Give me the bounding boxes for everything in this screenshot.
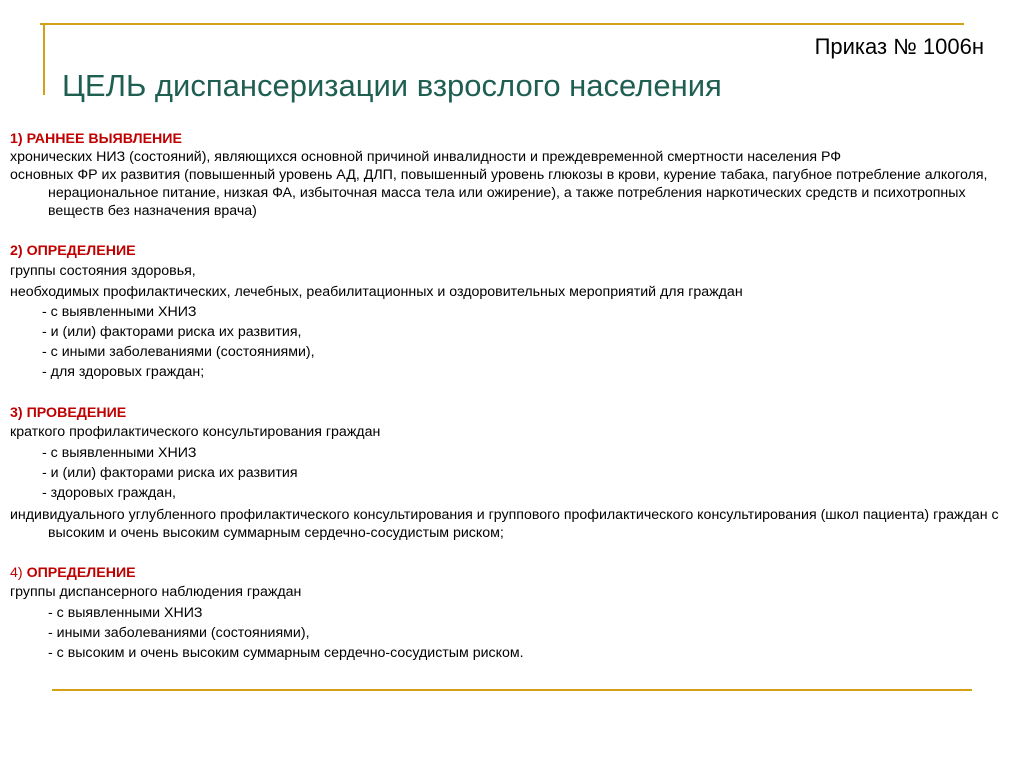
section-4-line-1: группы диспансерного наблюдения граждан (10, 584, 302, 600)
section-3-subitem: - здоровых граждан, (42, 485, 176, 501)
slide-title: ЦЕЛЬ диспансеризации взрослого населения (62, 68, 722, 103)
section-3-subitem: - и (или) факторами риска их развития (42, 465, 298, 481)
section-3-line-1: краткого профилактического консультирования граждан (10, 424, 381, 440)
section-1-line-1: хронических НИЗ (состояний), являющихся основной причиной инвалидности и преждевременной смертности населения РФ (10, 149, 842, 165)
frame-left-line (43, 23, 45, 95)
section-4-subitem: - с высоким и очень высоким суммарным сердечно-сосудистым риском. (48, 645, 524, 661)
section-2-subitem: - с выявленными ХНИЗ (42, 304, 197, 320)
section-1-heading: 1) РАННЕЕ ВЫЯВЛЕНИЕ (10, 131, 182, 147)
section-2-subitem: - с иными заболеваниями (состояниями), (42, 344, 315, 360)
section-2-heading: 2) ОПРЕДЕЛЕНИЕ (10, 243, 136, 259)
content (10, 130, 1014, 663)
frame-top-line (40, 23, 964, 25)
order-number: Приказ № 1006н (814, 34, 984, 59)
section-2-subitem: - и (или) факторами риска их развития, (42, 324, 302, 340)
section-3-tail: индивидуального углубленного профилактического консультирования и группового профилактического консультирования (школ пациента) граждан с высоким и очень высоким суммарным сердечно-сосудистым риском; (10, 507, 999, 541)
section-3-subitem: - с выявленными ХНИЗ (42, 445, 197, 461)
section-3-heading: 3) ПРОВЕДЕНИЕ (10, 405, 127, 421)
section-4-subitem: - иными заболеваниями (состояниями), (48, 625, 310, 641)
section-4-subitem: - с выявленными ХНИЗ (48, 605, 203, 621)
section-2-subitem: - для здоровых граждан; (42, 364, 205, 380)
section-1-line-2: основных ФР их развития (повышенный уровень АД, ДЛП, повышенный уровень глюкозы в крови, курение табака, пагубное потребление алкоголя, нерациональное питание, низкая ФА, избыточная масса тела или ожирение), а также потребления наркотических средств и психотропных веществ без назначения врача) (10, 167, 988, 219)
section-2-line-1: группы состояния здоровья, (10, 263, 196, 279)
frame-bottom-line (52, 689, 972, 691)
section-4-heading: 4) ОПРЕДЕЛЕНИЕ (10, 565, 136, 581)
section-2-line-2: необходимых профилактических, лечебных, реабилитационных и оздоровительных мероприятий для граждан (10, 284, 743, 300)
